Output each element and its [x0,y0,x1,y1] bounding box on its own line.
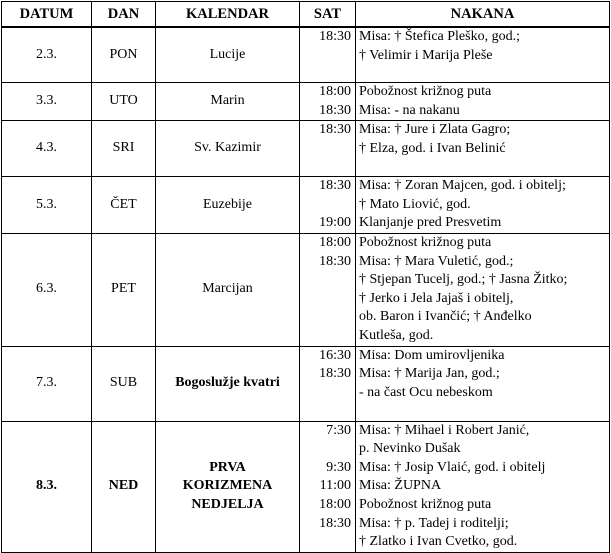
time-entry: 16:30 [319,347,351,363]
time-spacer [300,440,351,459]
table-row [2,83,610,121]
time-spacer [300,196,351,215]
cell-sat [300,233,356,346]
time-entry: 11:00 [319,478,351,494]
cell-kalendar: Euzebije [156,177,300,234]
cell-nakana [356,27,610,83]
cell-dan: UTO [92,83,156,121]
time-entry: 18:00 [319,496,351,512]
time-entry: 19:00 [319,215,351,231]
cell-nakana [356,177,610,234]
cell-sat [300,421,356,552]
time-entry: 18:30 [319,122,351,138]
intention-line: Misa: † Zoran Majcen, god. i obitelj; [359,178,566,194]
cell-nakana [356,83,610,121]
time-entry: 18:30 [319,178,351,194]
cell-sat [300,27,356,83]
cell-dan: SUB [92,346,156,421]
cell-nakana [356,121,610,177]
cell-dan: SRI [92,121,156,177]
cell-nakana [356,421,610,552]
table-row [2,177,610,234]
intention-line: - na čast Ocu nebeskom [359,384,493,400]
intention-line: Pobožnost križnog puta [359,84,492,99]
cell-kalendar: Sv. Kazimir [156,121,300,177]
time-entry: 18:30 [319,253,351,269]
time-entry: 18:00 [319,234,351,250]
cell-dan: ČET [92,177,156,234]
intention-line: Misa: † p. Tadej i roditelji; [359,515,509,531]
time-entry: 7:30 [326,422,351,438]
cell-datum: 3.3. [2,83,92,121]
cell-nakana [356,233,610,346]
table-row [2,421,610,552]
time-entry: 9:30 [326,459,351,475]
intention-line: † Stjepan Tucelj, god.; † Jasna Žitko; [359,272,568,288]
header-nakana: NAKANA [356,2,610,28]
table-row [2,233,610,346]
cell-sat [300,177,356,234]
intention-line: † Zlatko i Ivan Cvetko, god. [359,534,518,550]
intention-line: Misa: † Štefica Pleško, god.; [359,29,520,44]
time-entry: 18:30 [319,29,351,44]
intention-line: Kutleša, god. [359,327,434,343]
cell-datum: 4.3. [2,121,92,177]
cell-dan: PET [92,233,156,346]
intention-line: Misa: - na nakanu [359,102,460,118]
cell-nakana [356,346,610,421]
cell-datum: 2.3. [2,27,92,83]
intention-line: Pobožnost križnog puta [359,496,492,512]
intention-line: † Velimir i Marija Pleše [359,47,493,63]
cell-datum: 6.3. [2,233,92,346]
mass-schedule-table [1,1,610,553]
intention-line: Misa: † Jure i Zlata Gagro; [359,122,511,138]
cell-sat [300,83,356,121]
cell-kalendar: Marcijan [156,233,300,346]
intention-line: † Jerko i Jela Jajaš i obitelj, [359,290,514,306]
intention-line: Misa: ŽUPNA [359,478,442,494]
intention-line: Klanjanje pred Presvetim [359,215,502,231]
intention-line: Pobožnost križnog puta [359,234,492,250]
cell-dan: NED [92,421,156,552]
header-dan: DAN [92,2,156,28]
table-row [2,346,610,421]
header-kalendar: KALENDAR [156,2,300,28]
cell-sat [300,346,356,421]
intention-line: Misa: † Mihael i Robert Janić, [359,422,530,438]
intention-line: † Mato Liović, god. [359,196,471,212]
time-entry: 18:30 [319,515,351,531]
time-entry: 18:30 [319,102,351,118]
intention-line: p. Nevinko Dušak [359,441,461,457]
header-datum: DATUM [2,2,92,28]
cell-sat [300,121,356,177]
intention-line: Misa: † Josip Vlaić, god. i obitelj [359,459,546,475]
table-row [2,121,610,177]
cell-kalendar: Bogoslužje kvatri [156,346,300,421]
header-sat: SAT [300,2,356,28]
header-row [2,2,610,28]
cell-dan: PON [92,27,156,83]
time-entry: 18:00 [319,84,351,99]
cell-kalendar: Lucije [156,27,300,83]
time-entry: 18:30 [319,366,351,382]
cell-datum: 5.3. [2,177,92,234]
intention-line: Misa: † Mara Vuletić, god.; [359,253,514,269]
intention-line: Misa: † Marija Jan, god.; [359,366,500,382]
cell-datum: 7.3. [2,346,92,421]
intention-line: ob. Baron i Ivančić; † Anđelko [359,309,532,325]
intention-line: † Elza, god. i Ivan Belinić [359,140,506,156]
cell-kalendar: PRVA KORIZMENA NEDJELJA [156,421,300,552]
table-row [2,27,610,83]
intention-line: Misa: Dom umirovljenika [359,347,505,363]
cell-kalendar: Marin [156,83,300,121]
cell-datum: 8.3. [2,421,92,552]
